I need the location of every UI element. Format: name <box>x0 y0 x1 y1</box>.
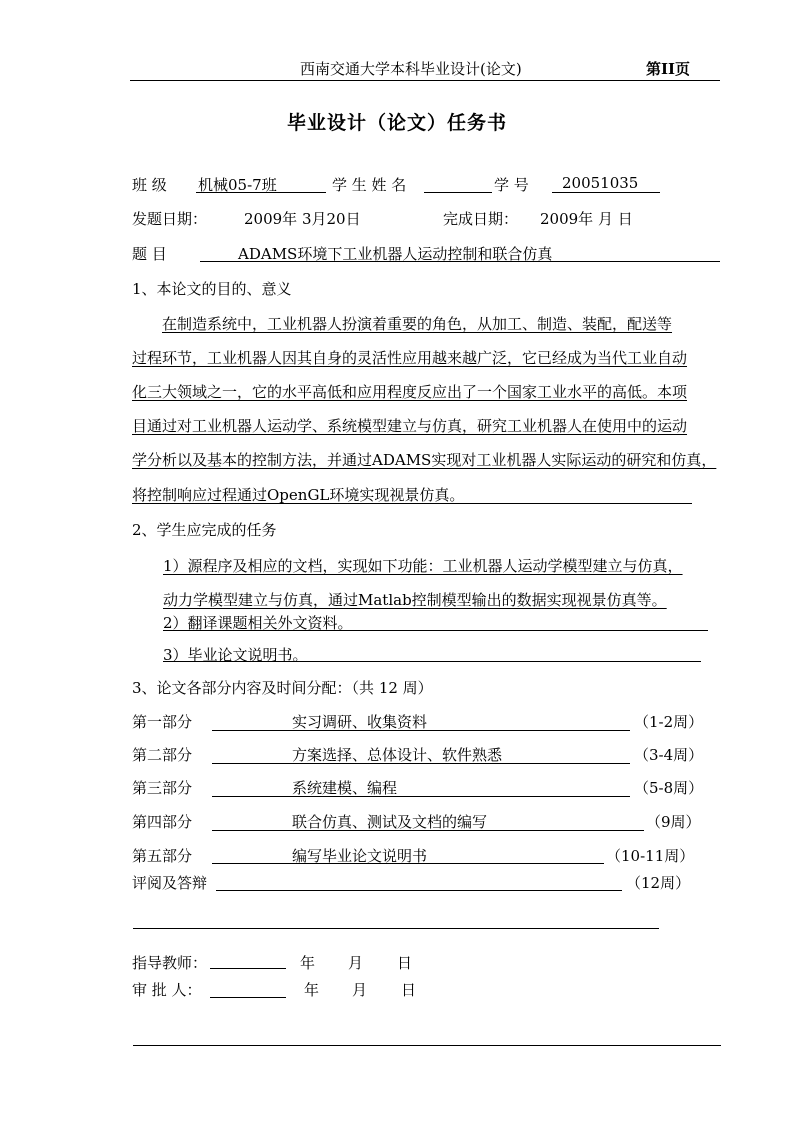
part-underline <box>212 763 630 764</box>
student-label: 学 生 姓 名 <box>332 176 407 194</box>
id-underline <box>552 192 660 193</box>
part-label: 第二部分 <box>132 746 193 764</box>
part-weeks: （9周） <box>646 813 701 831</box>
part-content: 联合仿真、测试及文档的编写 <box>292 813 488 831</box>
part-underline <box>212 863 604 864</box>
issue-date-value: 2009年 3月20日 <box>244 210 361 228</box>
page-number: 第II页 <box>646 60 691 78</box>
section1-line: 学分析以及基本的控制方法，并通过ADAMS实现对工业机器人实际运动的研究和仿真， <box>132 451 717 469</box>
review-label: 评阅及答辩 <box>132 874 208 892</box>
advisor-underline <box>210 968 286 969</box>
approver-day: 日 <box>401 981 417 999</box>
section1-heading: 1、本论文的目的、意义 <box>132 280 292 298</box>
section3-heading: 3、论文各部分内容及时间分配：（共 12 周） <box>132 679 433 697</box>
section1-line: 过程环节，工业机器人因其自身的灵活性应用越来越广泛，它已经成为当代工业自动 <box>132 349 688 367</box>
task-item: 1）源程序及相应的文档，实现如下功能：工业机器人运动学模型建立与仿真， <box>163 557 683 575</box>
section1-line: 将控制响应过程通过OpenGL环境实现视景仿真。 <box>132 486 465 504</box>
section2-heading: 2、学生应完成的任务 <box>132 521 277 539</box>
approver-underline <box>210 997 286 998</box>
task-item: 动力学模型建立与仿真，通过Matlab控制模型输出的数据实现视景仿真等。 <box>163 591 667 609</box>
footer-rule <box>133 1045 721 1046</box>
task-underline <box>163 630 708 631</box>
part-weeks: （5-8周） <box>634 779 704 797</box>
topic-label: 题 目 <box>132 245 167 263</box>
section1-underline <box>132 503 692 504</box>
advisor-label: 指导教师： <box>132 954 208 972</box>
advisor-month: 月 <box>348 954 364 972</box>
part-label: 第五部分 <box>132 847 193 865</box>
header-rule <box>130 80 720 81</box>
section1-line: 在制造系统中，工业机器人扮演着重要的角色，从加工、制造、装配，配送等 <box>162 315 673 333</box>
part-weeks: （10-11周） <box>606 847 695 865</box>
student-underline <box>424 192 492 193</box>
review-underline <box>216 890 622 891</box>
running-header-title: 西南交通大学本科毕业设计(论文) <box>300 60 522 78</box>
part-underline <box>212 730 630 731</box>
part-content: 系统建模、编程 <box>292 779 398 797</box>
advisor-day: 日 <box>397 954 413 972</box>
approver-year: 年 <box>304 981 320 999</box>
done-date-label: 完成日期： <box>443 210 519 228</box>
part-content: 编写毕业论文说明书 <box>292 847 428 865</box>
topic-underline <box>200 261 720 262</box>
part-content: 方案选择、总体设计、软件熟悉 <box>292 746 503 764</box>
part-label: 第四部分 <box>132 813 193 831</box>
part-content: 实习调研、收集资料 <box>292 713 428 731</box>
done-date-value: 2009年 月 日 <box>540 210 633 228</box>
part-label: 第一部分 <box>132 713 193 731</box>
advisor-year: 年 <box>300 954 316 972</box>
class-underline <box>196 192 326 193</box>
id-label: 学 号 <box>494 176 529 194</box>
part-underline <box>212 830 644 831</box>
class-label: 班 级 <box>132 176 167 194</box>
blank-underline <box>133 928 659 929</box>
approver-month: 月 <box>352 981 368 999</box>
task-item: 2）翻译课题相关外文资料。 <box>163 614 353 632</box>
part-underline <box>212 796 630 797</box>
part-label: 第三部分 <box>132 779 193 797</box>
section1-line: 目通过对工业机器人运动学、系统模型建立与仿真，研究工业机器人在使用中的运动 <box>132 417 688 435</box>
part-weeks: （1-2周） <box>634 713 704 731</box>
id-value: 20051035 <box>562 174 639 192</box>
approver-label: 审 批 人： <box>132 981 202 999</box>
task-item: 3）毕业论文说明书。 <box>163 646 308 664</box>
part-weeks: （3-4周） <box>634 746 704 764</box>
class-value: 机械05-7班 <box>198 176 277 194</box>
document-title: 毕业设计（论文）任务书 <box>286 112 507 134</box>
review-weeks: （12周） <box>626 874 691 892</box>
issue-date-label: 发题日期： <box>132 210 208 228</box>
section1-line: 化三大领域之一，它的水平高低和应用程度反应出了一个国家工业水平的高低。本项 <box>132 383 688 401</box>
task-underline <box>163 661 701 662</box>
topic-value: ADAMS环境下工业机器人运动控制和联合仿真 <box>238 245 553 263</box>
